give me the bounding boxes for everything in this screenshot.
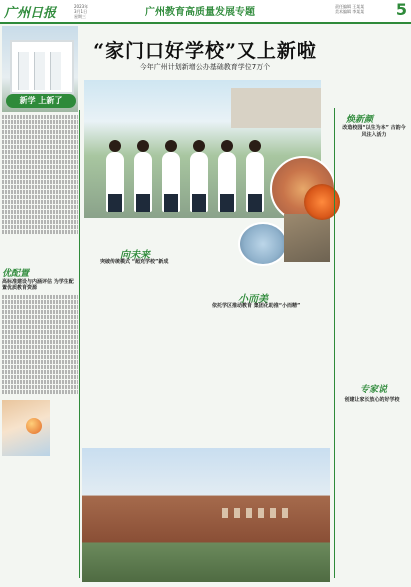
text-line <box>2 340 78 344</box>
text-line <box>2 145 78 149</box>
text-line <box>2 355 78 359</box>
page-number: 5 <box>395 0 407 19</box>
text-line <box>2 360 78 364</box>
text-line <box>2 295 78 299</box>
column-divider <box>79 110 80 578</box>
text-line <box>2 225 78 229</box>
text-line <box>2 135 78 139</box>
text-line <box>2 390 78 394</box>
text-line <box>2 325 78 329</box>
window <box>282 508 288 518</box>
column <box>18 52 29 90</box>
student-figure <box>162 152 180 212</box>
text-line <box>2 160 78 164</box>
student-figure <box>218 152 236 212</box>
text-line <box>2 195 78 199</box>
text-line <box>2 200 78 204</box>
text-line <box>2 310 78 314</box>
student-figure <box>106 152 124 212</box>
window <box>222 508 228 518</box>
masthead-date: 2023年 3月1日 星期三 <box>74 4 89 19</box>
text-line <box>2 315 78 319</box>
text-line <box>2 175 78 179</box>
text-line <box>2 345 78 349</box>
left-banner: 新学 上新了 <box>6 94 76 108</box>
text-line <box>2 230 78 234</box>
text-line <box>2 305 78 309</box>
text-line <box>2 125 78 129</box>
c1-kicker: 向未来 <box>120 250 150 261</box>
school-building <box>231 88 321 128</box>
building-icon <box>10 40 74 94</box>
text-line <box>2 335 78 339</box>
student-figure <box>190 152 208 212</box>
window <box>234 508 240 518</box>
left-headline: 高标准建设与内涵评估 为学生配置优质教育资源 <box>2 279 74 291</box>
student-figure <box>134 152 152 212</box>
right-sub: 改造校园“以生为本” 古韵今风注入活力 <box>342 125 406 138</box>
window <box>246 508 252 518</box>
c1-sub: 突破传统模式 “超充学校”新成 <box>100 259 169 265</box>
text-line <box>2 150 78 154</box>
left-section-header <box>2 266 78 395</box>
window <box>258 508 264 518</box>
masthead-topic: 广州教育高质量发展专题 <box>145 7 255 18</box>
masthead-editors: 责任编辑 王某某 美术编辑 李某某 <box>335 4 365 14</box>
left-body-text <box>2 114 78 235</box>
text-line <box>2 330 78 334</box>
student-figure <box>246 152 264 212</box>
text-line <box>2 320 78 324</box>
c2-kicker: 小而美 <box>238 294 268 305</box>
column <box>50 52 61 90</box>
text-line <box>2 350 78 354</box>
text-line <box>2 190 78 194</box>
window <box>270 508 276 518</box>
text-line <box>2 115 78 119</box>
text-line <box>2 215 78 219</box>
text-line <box>2 300 78 304</box>
text-line <box>2 210 78 214</box>
text-line <box>2 180 78 184</box>
text-line <box>2 220 78 224</box>
text-line <box>2 375 78 379</box>
page-headline: “家门口好学校”又上新啦 <box>93 40 317 62</box>
text-line <box>2 155 78 159</box>
basketball <box>26 418 42 434</box>
text-line <box>2 370 78 374</box>
column <box>34 52 45 90</box>
left-kicker: 优配置 <box>2 269 30 279</box>
text-line <box>2 165 78 169</box>
c2-sub: 依托学区推动教育 集团化助推“小而精” <box>212 303 301 309</box>
text-line <box>2 140 78 144</box>
page-subheadline: 今年广州计划新增公办基础教育学位7万个 <box>139 63 271 71</box>
bottom-school-photo <box>82 448 330 582</box>
student-photo <box>2 400 50 456</box>
inset-photo <box>284 214 330 262</box>
inset-photo <box>238 222 288 266</box>
masthead <box>0 0 411 24</box>
text-line <box>2 120 78 124</box>
masthead-logo: 广州日报 <box>4 6 57 21</box>
text-line <box>2 185 78 189</box>
right-foot-kicker: 专家说 <box>360 385 388 395</box>
text-line <box>2 130 78 134</box>
text-line <box>2 365 78 369</box>
right-foot-sub: 创建让家长放心的好学校 <box>344 397 400 403</box>
text-line <box>2 205 78 209</box>
text-line <box>2 385 78 389</box>
text-line <box>2 170 78 174</box>
right-kicker: 焕新颜 <box>346 115 374 125</box>
column-divider <box>334 108 335 578</box>
text-line <box>2 380 78 384</box>
